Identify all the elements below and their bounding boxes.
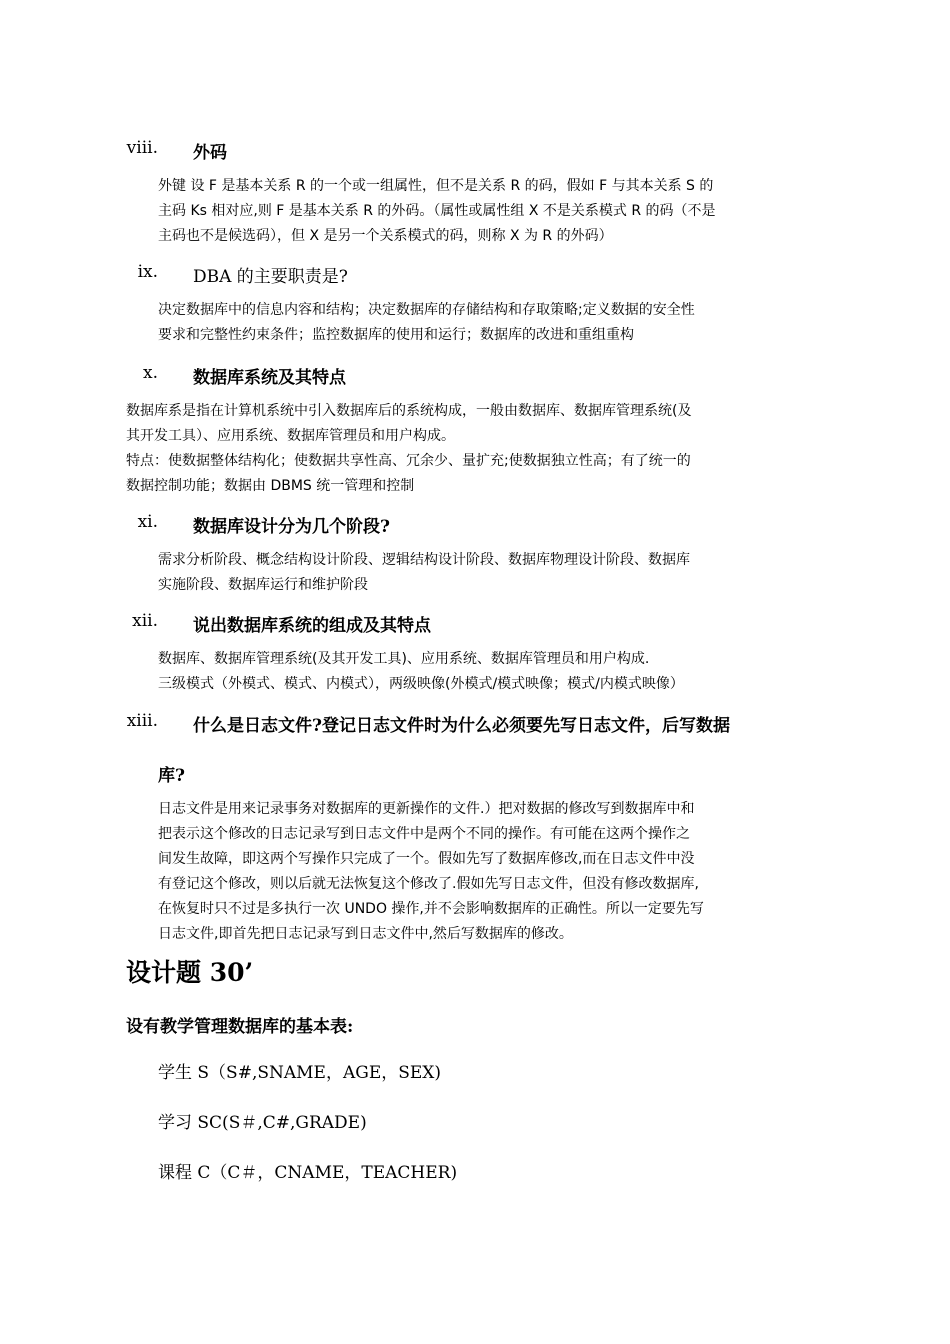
answer-10 xyxy=(126,399,691,499)
answer-9 xyxy=(158,298,695,348)
answer-line: 外键 设 F 是基本关系 R 的一个或一组属性，但不是关系 R 的码，假如 F 与其本关系 S 的 xyxy=(158,178,714,194)
answer-line: 实施阶段、数据库运行和维护阶段 xyxy=(158,577,368,593)
answer-line: 三级模式（外模式、模式、内模式），两级映像(外模式/模式映像；模式/内模式映像） xyxy=(158,676,684,692)
design-intro: 设有教学管理数据库的基本表: xyxy=(126,1017,354,1037)
answer-line: 日志文件,即首先把日志记录写到日志文件中,然后写数据库的修改。 xyxy=(158,926,573,942)
question-title: 外码 xyxy=(193,143,227,163)
answer-line: 有登记这个修改，则以后就无法恢复这个修改了.假如先写日志文件，但没有修改数据库, xyxy=(158,876,699,892)
answer-line: 数据库系是指在计算机系统中引入数据库后的系统构成，一般由数据库、数据库管理系统(及 xyxy=(126,403,692,419)
question-number: x. xyxy=(143,363,158,383)
table-schema-student: 学生 S（S#,SNAME，AGE，SEX) xyxy=(158,1063,442,1083)
answer-line: 数据控制功能；数据由 DBMS 统一管理和控制 xyxy=(126,478,415,494)
answer-line: 要求和完整性约束条件；监控数据库的使用和运行；数据库的改进和重组重构 xyxy=(158,327,634,343)
answer-12 xyxy=(158,647,684,697)
question-number: xi. xyxy=(137,512,158,532)
question-title: DBA 的主要职责是? xyxy=(193,267,348,287)
answer-line: 数据库、数据库管理系统(及其开发工具)、应用系统、数据库管理员和用户构成. xyxy=(158,651,650,667)
answer-line: 特点：使数据整体结构化；使数据共享性高、冗余少、量扩充;使数据独立性高；有了统一的 xyxy=(126,453,691,469)
question-title: 数据库设计分为几个阶段? xyxy=(193,517,390,537)
answer-line: 在恢复时只不过是多执行一次 UNDO 操作,并不会影响数据库的正确性。所以一定要先写 xyxy=(158,901,704,917)
question-title: 什么是日志文件?登记日志文件时为什么必须要先写日志文件，后写数据 xyxy=(193,716,730,736)
question-number: xii. xyxy=(132,611,158,631)
answer-line: 决定数据库中的信息内容和结构；决定数据库的存储结构和存取策略;定义数据的安全性 xyxy=(158,302,695,318)
question-number: xiii. xyxy=(126,711,158,731)
answer-8 xyxy=(158,174,716,249)
answer-line: 间发生故障，即这两个写操作只完成了一个。假如先写了数据库修改,而在日志文件中没 xyxy=(158,851,695,867)
question-title-continued: 库? xyxy=(158,766,185,786)
question-title: 数据库系统及其特点 xyxy=(193,368,346,388)
answer-line: 把表示这个修改的日志记录写到日志文件中是两个不同的操作。有可能在这两个操作之 xyxy=(158,826,690,842)
question-number: viii. xyxy=(126,138,158,158)
answer-line: 其开发工具）、应用系统、数据库管理员和用户构成。 xyxy=(126,428,455,444)
answer-line: 需求分析阶段、概念结构设计阶段、逻辑结构设计阶段、数据库物理设计阶段、数据库 xyxy=(158,552,690,568)
table-schema-sc: 学习 SC(S＃,C#,GRADE) xyxy=(158,1113,367,1133)
answer-11 xyxy=(158,548,690,598)
answer-13 xyxy=(158,797,704,947)
question-number: ix. xyxy=(137,262,158,282)
answer-line: 主码 Ks 相对应,则 F 是基本关系 R 的外码。（属性或属性组 X 不是关系模式 R 的码（不是 xyxy=(158,203,716,219)
answer-line: 主码也不是候选码），但 X 是另一个关系模式的码，则称 X 为 R 的外码） xyxy=(158,228,613,244)
question-title: 说出数据库系统的组成及其特点 xyxy=(193,616,431,636)
answer-line: 日志文件是用来记录事务对数据库的更新操作的文件.）把对数据的修改写到数据库中和 xyxy=(158,801,695,817)
section-heading-design: 设计题 30’ xyxy=(126,958,254,987)
table-schema-course: 课程 C（C＃，CNAME，TEACHER) xyxy=(158,1163,458,1183)
